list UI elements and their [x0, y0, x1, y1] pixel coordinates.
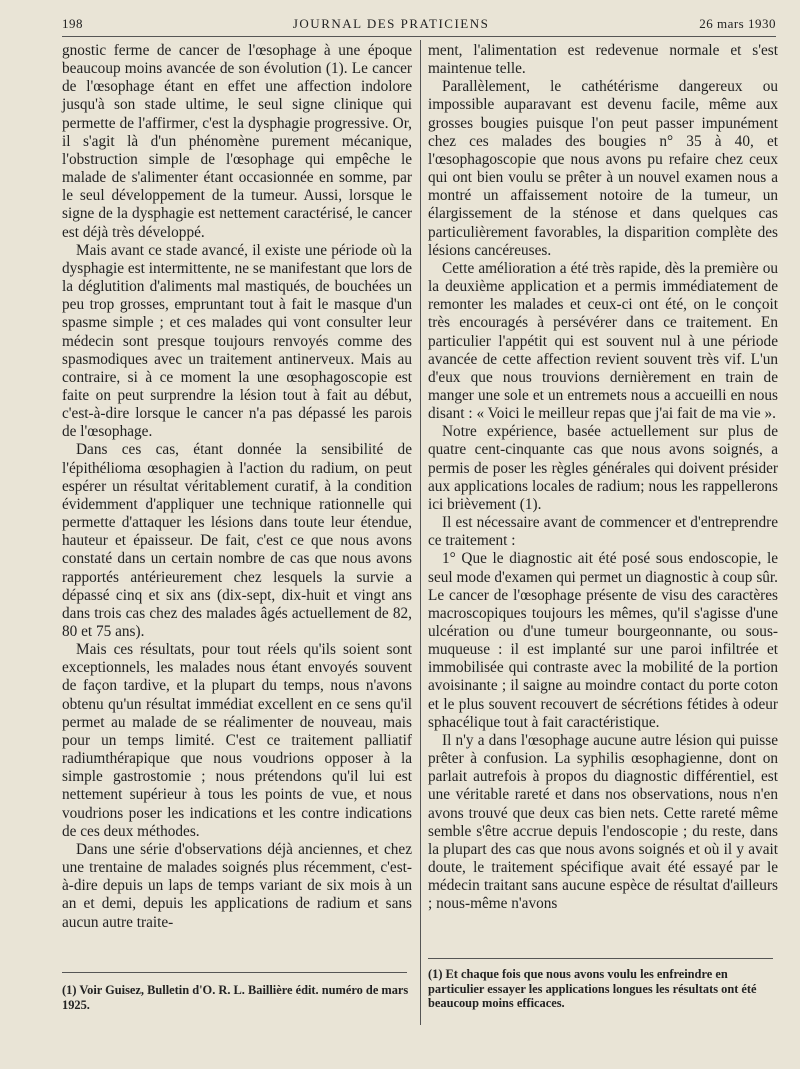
paragraph: ment, l'alimentation est redevenue normale et s'est maintenue telle.: [428, 42, 778, 78]
journal-title: JOURNAL DES PRATICIENS: [292, 16, 490, 31]
paragraph: Notre expérience, basée actuellement sur plus de quatre cent-cinquante cas que nous avons soignés, a permis de poser les règles générales qui doivent présider aux applications locales de radium; nous les rappellerons ici brièvement (1).: [428, 423, 778, 513]
paragraph: Il n'y a dans l'œsophage aucune autre lésion qui puisse prêter à confusion. La syphilis œsophagienne, dont on parlait autrefois à propos du diagnostic différentiel, est une véritable rareté et dans nos observations, nous n'en avons trouvé que deux cas bien nets. Cette rareté même semble s'être accrue depuis l'endoscopie ; du reste, dans la plupart des cas que nous avons soignés et où il y avait doute, le traitement spécifique avait été essayé par le médecin traitant sans aucune espèce de résultat d'ailleurs ; nous-même n'avons: [428, 731, 778, 913]
paragraph: 1° Que le diagnostic ait été posé sous endoscopie, le seul mode d'examen qui permet un diagnostic à coup sûr. Le cancer de l'œsophage présente de visu des caractères macroscopiques toujours les mêmes, qu'il s'agisse d'une ulcération ou d'une tumeur bourgeonnante, ou sous-muqueuse : il est implanté sur une paroi infiltrée et immobilisée qui contraste avec la mobilité de la portion avoisinante ; il saigne au moindre contact du porte coton et le plus souvent recouvert de sécrétions fétides à odeur sphacélique tout à fait caractéristique.: [428, 550, 778, 731]
paragraph: Dans une série d'observations déjà anciennes, et chez une trentaine de malades soignés plus récemment, c'est-à-dire depuis un laps de temps variant de six mois à un an et demi, depuis les applications de radium et sans aucun autre traite-: [62, 840, 412, 931]
header-rule: [62, 36, 776, 37]
running-header: [62, 12, 776, 32]
paragraph: Mais ces résultats, pour tout réels qu'ils soient sont exceptionnels, les malades nous étant envoyés souvent de façon tardive, et la plupart du temps, nous n'avons obtenu qu'un résultat immédiat excellent en ce sens qu'il permet au malade de se réalimenter de nouveau, mais pour un temps limité. C'est ce traitement palliatif radiumthérapique que nous voudrions opposer à la simple gastrostomie ; nous prétendons qu'il lui est nettement supérieur à tous les points de vue, et nous voudrions poser les indications et les contre indications de ces deux méthodes.: [62, 641, 412, 840]
left-column: [62, 42, 412, 932]
paragraph: Il est nécessaire avant de commencer et d'entreprendre ce traitement :: [428, 514, 778, 550]
paragraph: Parallèlement, le cathétérisme dangereux ou impossible auparavant est devenu facile, même aux grosses bougies puisque l'on peut passer impunément chez ces malades des bougies n° 35 à 40, et l'œsophagoscopie que nous avons pu refaire chez ceux qui ont bien voulu se prêter à un nouvel examen nous a montré un affaissement notoire de la tumeur, un élargissement de la sténose et dans quelques cas particulièrement favorables, la disparition complète des lésions cancéreuses.: [428, 78, 778, 259]
paragraph: Mais avant ce stade avancé, il existe une période où la dysphagie est intermittente, ne se manifestant que lors de la déglutition d'aliments mal mastiqués, de bouchées un peu trop grosses, empruntant tout à fait le masque d'un spasme simple ; et ces malades qui vont consulter leur médecin sont presque toujours renvoyés comme des spasmodiques avec un traitement antinerveux. Mais au contraire, si à ce moment la une œsophagoscopie est faite on peut surprendre la lésion tout à fait au début, c'est-à-dire lorsque le cancer n'a pas dépassé les parois de l'œsophage.: [62, 241, 412, 441]
column-divider: [420, 40, 421, 1025]
paragraph: Dans ces cas, étant donnée la sensibilité de l'épithélioma œsophagien à l'action du radium, on peut espérer un résultat véritablement curatif, à la condition évidemment d'appliquer une technique rationnelle qui permette d'attaquer les lésions dans toute leur étendue, hauteur et épaisseur. De fait, c'est ce que nous avons constaté dans un certain nombre de cas que nous avons rapportés antérieurement chez lesquels la survie a dépassé cinq et six ans (dix-sept, dix-huit et vingt ans dans trois cas chez des malades âgés actuellement de 82, 80 et 75 ans).: [62, 441, 412, 640]
paragraph: gnostic ferme de cancer de l'œsophage à une époque beaucoup moins avancée de son évolution (1). Le cancer de l'œsophage étant en effet une affection indolore jusqu'à son stade ultime, le seul signe clinique qui permette de l'affirmer, c'est la dysphagie progressive. Or, il s'agit là d'un phénomène purement mécanique, l'obstruction simple de l'œsophage qui empêche le malade de s'alimenter étant occasionnée en somme, par le seul développement de la tumeur. Aussi, lorsque le signe de la dysphagie est nettement caractérisé, le cancer est déjà très développé.: [62, 42, 412, 241]
issue-date: 26 mars 1930: [699, 16, 776, 31]
footnote-right: (1) Et chaque fois que nous avons voulu les enfreindre en particulier essayer les applications longues les résultats ont été beaucoup moins efficaces.: [428, 967, 757, 1010]
right-column: [428, 42, 778, 914]
footnote-left: (1) Voir Guisez, Bulletin d'O. R. L. Baillière édit. numéro de mars 1925.: [62, 983, 409, 1012]
footnote-rule-right: [428, 958, 773, 959]
footnote-rule-left: [62, 972, 407, 973]
paragraph: Cette amélioration a été très rapide, dès la première ou la deuxième application et a permis immédiatement de remonter les malades et ceux-ci ont été, on le conçoit très encouragés à persévérer dans ce traitement. En particulier l'appétit qui est souvent nul à une période avancée de cette affection revient souvent très vif. L'un d'eux que nous trouvions dernièrement en train de manger une sole et un entremets nous a accueilli en nous disant : « Voici le meilleur repas que j'ai fait de ma vie ».: [428, 259, 778, 423]
page-number: 198: [62, 16, 83, 31]
